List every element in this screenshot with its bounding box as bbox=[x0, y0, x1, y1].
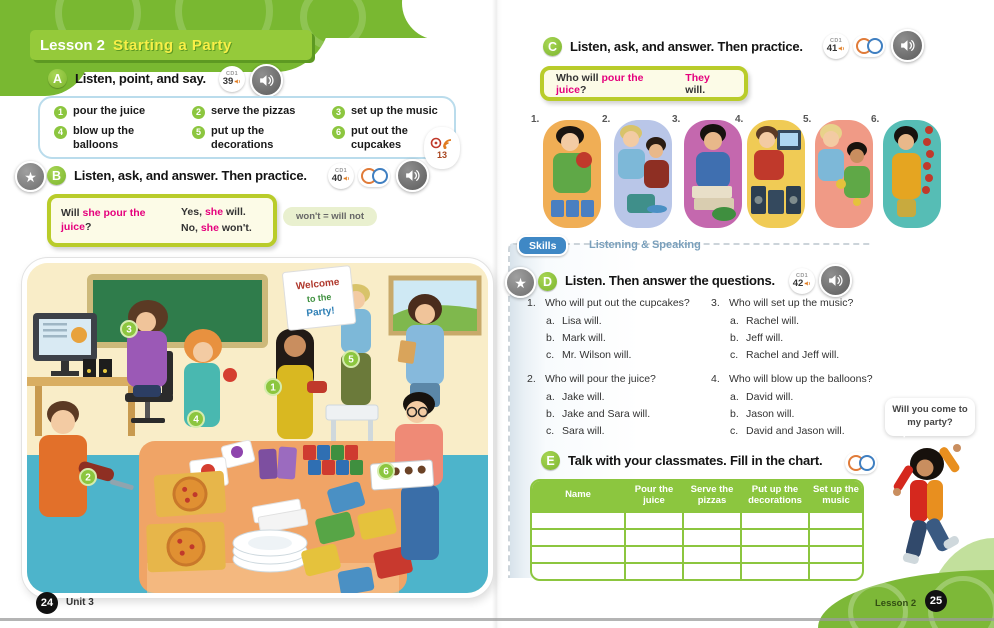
picture-number: 3. bbox=[672, 114, 681, 125]
vocab-number: 6 bbox=[332, 126, 345, 139]
option-letter: a. bbox=[730, 391, 739, 404]
section-c-circle: C bbox=[543, 37, 562, 56]
grammar-note: won't = will not bbox=[283, 207, 377, 226]
partner-b-icon bbox=[859, 455, 875, 471]
option bbox=[730, 391, 895, 404]
scallop bbox=[432, 10, 490, 68]
picture-number: 5. bbox=[803, 114, 812, 125]
question-text: Who will pour the juice? bbox=[545, 373, 656, 386]
a-text: will. bbox=[223, 205, 246, 218]
a-text-pink: she bbox=[200, 221, 219, 234]
chart-header-decorations: Put up the decorations bbox=[740, 481, 808, 511]
partner-b-icon bbox=[372, 168, 388, 184]
answer-yes bbox=[181, 205, 252, 221]
vocab-text: serve the pizzas bbox=[211, 105, 296, 117]
vocab-number: 1 bbox=[54, 106, 67, 119]
picture-3-art bbox=[684, 120, 742, 228]
option-letter: c. bbox=[730, 348, 739, 361]
badge-3 bbox=[121, 321, 137, 337]
cd-label: CD1 bbox=[830, 37, 842, 44]
chart-cell bbox=[532, 528, 624, 545]
vocab-item-4 bbox=[54, 125, 164, 157]
cd-label: CD1 bbox=[796, 272, 808, 279]
a-text: won't. bbox=[218, 221, 252, 234]
option-letter: b. bbox=[730, 408, 739, 421]
partner-b-icon bbox=[867, 38, 883, 54]
cd-number: 40 bbox=[331, 173, 343, 184]
vocab-text: put out the cupcakes bbox=[351, 125, 408, 151]
vocab-number: 2 bbox=[192, 106, 205, 119]
chart-cell bbox=[624, 545, 682, 562]
pizza-box-1 bbox=[154, 471, 227, 518]
lesson-banner bbox=[30, 30, 312, 60]
picture-number: 6. bbox=[871, 114, 880, 125]
badge-2 bbox=[80, 469, 96, 485]
media-track-badge[interactable] bbox=[424, 127, 460, 169]
chart-cell bbox=[740, 528, 808, 545]
answer-no bbox=[181, 221, 252, 237]
section-b-title: Listen, ask, and answer. Then practice. bbox=[74, 168, 307, 183]
page-number-left: 24 bbox=[36, 592, 58, 614]
option-letter: a. bbox=[546, 391, 555, 404]
option bbox=[730, 332, 895, 345]
pair-work-icon bbox=[845, 452, 877, 474]
pair-work-icon bbox=[853, 35, 885, 57]
video-audio-icon bbox=[430, 137, 454, 150]
cd-label: CD1 bbox=[335, 167, 347, 174]
option bbox=[546, 315, 711, 328]
option bbox=[730, 425, 895, 438]
a-text-pink: she bbox=[204, 205, 224, 218]
option bbox=[730, 349, 895, 362]
picture-2-art bbox=[614, 120, 672, 228]
vocabulary-box bbox=[38, 96, 456, 159]
section-b-circle: B bbox=[47, 166, 66, 185]
question-3 bbox=[711, 297, 895, 361]
section-d-circle: D bbox=[538, 272, 557, 291]
questions-column-left bbox=[527, 297, 711, 450]
svg-text:3: 3 bbox=[126, 324, 132, 336]
option-text: Jeff will. bbox=[746, 331, 784, 344]
pair-work-icon bbox=[358, 165, 390, 187]
sign-line1: Welcome bbox=[295, 276, 341, 293]
vocab-item-6 bbox=[332, 125, 436, 157]
chart-cell bbox=[532, 545, 624, 562]
lesson-title: Starting a Party bbox=[113, 36, 232, 54]
section-c-title: Listen, ask, and answer. Then practice. bbox=[570, 39, 803, 54]
dialogue-answers bbox=[181, 205, 252, 237]
option-text: Mark will. bbox=[562, 331, 606, 344]
svg-text:5: 5 bbox=[348, 354, 354, 366]
section-a-title: Listen, point, and say. bbox=[75, 71, 206, 86]
mini-speaker-icon bbox=[343, 175, 350, 182]
chart-cell bbox=[740, 562, 808, 579]
vocab-number: 4 bbox=[54, 126, 67, 139]
dialogue-question bbox=[61, 207, 169, 234]
cd-track-badge[interactable] bbox=[328, 163, 354, 189]
questions-column-right bbox=[711, 297, 895, 450]
option-letter: c. bbox=[546, 348, 555, 361]
mini-speaker-icon bbox=[838, 45, 845, 52]
chart-cell bbox=[808, 562, 862, 579]
a-text: will. bbox=[685, 83, 706, 96]
vocab-text: pour the juice bbox=[73, 105, 146, 117]
chart-header-juice: Pour the juice bbox=[624, 481, 682, 511]
fill-in-chart bbox=[530, 479, 864, 581]
page-right bbox=[497, 0, 994, 628]
scene-art bbox=[27, 263, 488, 593]
media-track-number: 13 bbox=[436, 149, 447, 160]
option bbox=[546, 425, 711, 438]
speech-bubble: Will you come to my party? bbox=[885, 398, 975, 436]
chart-header-pizzas: Serve the pizzas bbox=[682, 481, 740, 511]
chart-cell bbox=[808, 511, 862, 528]
chart-header-music: Set up the music bbox=[808, 481, 862, 511]
option-text: Jake will. bbox=[562, 391, 605, 404]
vocab-item-3 bbox=[332, 105, 460, 123]
question-text: Who will blow up the balloons? bbox=[729, 373, 873, 386]
chart-header-name: Name bbox=[532, 481, 624, 511]
option bbox=[546, 408, 711, 421]
page-number-right: 25 bbox=[925, 590, 947, 612]
question-2 bbox=[527, 373, 711, 437]
chart-cell bbox=[682, 511, 740, 528]
question-4 bbox=[711, 373, 895, 437]
q-text-pink: she pour the juice bbox=[61, 206, 146, 233]
option bbox=[546, 391, 711, 404]
chalkboard bbox=[90, 277, 265, 345]
a-text-pink: They bbox=[685, 71, 710, 84]
chart-cell bbox=[682, 528, 740, 545]
q-text: ? bbox=[84, 220, 92, 233]
vocab-number: 5 bbox=[192, 126, 205, 139]
cd-track-badge[interactable] bbox=[823, 33, 849, 59]
section-a-circle: A bbox=[48, 69, 67, 88]
chart-cell bbox=[532, 511, 624, 528]
badge-6 bbox=[378, 463, 394, 479]
chart-cell bbox=[624, 562, 682, 579]
vocab-text: blow up the balloons bbox=[73, 125, 135, 151]
sign-line3: Party! bbox=[305, 305, 336, 320]
example-dialogue-box bbox=[47, 194, 277, 247]
option-text: Jason will. bbox=[746, 408, 795, 421]
q-text: Who will bbox=[556, 71, 602, 84]
q-text-pink: pour the juice bbox=[556, 71, 644, 96]
option-letter: a. bbox=[546, 314, 555, 327]
option-letter: b. bbox=[730, 331, 739, 344]
vocab-number: 3 bbox=[332, 106, 345, 119]
question-1 bbox=[527, 297, 711, 361]
chart-cell bbox=[740, 545, 808, 562]
option-letter: c. bbox=[730, 425, 739, 438]
sign-line2: to the bbox=[306, 291, 332, 305]
mini-speaker-icon bbox=[234, 78, 241, 85]
a-text: Yes, bbox=[181, 205, 205, 218]
option-text: Lisa will. bbox=[562, 314, 602, 327]
example-dialogue-box bbox=[540, 66, 748, 101]
star-icon: ★ bbox=[514, 274, 527, 291]
unit-label: Unit 3 bbox=[66, 597, 94, 608]
option-letter: a. bbox=[730, 314, 739, 327]
option-text: David will. bbox=[746, 391, 794, 404]
cd-track-badge[interactable] bbox=[219, 66, 245, 92]
svg-text:4: 4 bbox=[193, 414, 199, 426]
mini-speaker-icon bbox=[804, 280, 811, 287]
picture-6-art bbox=[883, 120, 941, 228]
question-text: Who will put out the cupcakes? bbox=[545, 297, 690, 309]
star-button[interactable] bbox=[505, 267, 536, 298]
vocab-text: set up the music bbox=[351, 105, 438, 117]
cd-number: 41 bbox=[826, 43, 838, 54]
lesson-footer-label: Lesson 2 bbox=[875, 598, 917, 609]
cd-number: 39 bbox=[222, 76, 234, 87]
picture-number: 1. bbox=[531, 114, 540, 125]
audio-speaker-button[interactable] bbox=[250, 64, 283, 97]
option-text: Jake and Sara will. bbox=[562, 408, 651, 421]
speaker-icon bbox=[827, 272, 844, 289]
badge-5 bbox=[343, 351, 359, 367]
skills-subtitle: Listening & Speaking bbox=[589, 239, 701, 251]
svg-text:1: 1 bbox=[270, 382, 276, 394]
picture-1-art bbox=[543, 120, 601, 228]
option-text: David and Jason will. bbox=[746, 425, 845, 438]
cd-track-badge[interactable] bbox=[789, 268, 815, 294]
dialogue-answer bbox=[685, 72, 732, 96]
welcome-sign bbox=[282, 266, 356, 331]
dialogue-question bbox=[556, 72, 675, 96]
scan-edge-line bbox=[0, 618, 994, 621]
question-text: Who will set up the music? bbox=[729, 297, 854, 309]
chart-cell bbox=[682, 562, 740, 579]
svg-text:2: 2 bbox=[85, 472, 91, 484]
question-number: 2. bbox=[527, 373, 536, 386]
pizza-box-2 bbox=[146, 522, 226, 573]
question-number: 3. bbox=[711, 297, 720, 309]
q-text: ? bbox=[579, 83, 587, 96]
question-number: 1. bbox=[527, 297, 536, 309]
chart-cell bbox=[808, 545, 862, 562]
audio-speaker-button[interactable] bbox=[396, 159, 429, 192]
character-girl-purple bbox=[127, 300, 168, 397]
option bbox=[546, 332, 711, 345]
a-text: No, bbox=[181, 221, 201, 234]
picture-5-art bbox=[815, 120, 873, 228]
chart-cell bbox=[682, 545, 740, 562]
option bbox=[730, 315, 895, 328]
speaker-icon bbox=[899, 37, 916, 54]
option-letter: b. bbox=[546, 408, 555, 421]
speaker-icon bbox=[258, 72, 275, 89]
audio-speaker-button[interactable] bbox=[819, 264, 852, 297]
chart-cell bbox=[624, 528, 682, 545]
audio-speaker-button[interactable] bbox=[891, 29, 924, 62]
q-text: Will bbox=[61, 206, 83, 219]
picture-number: 2. bbox=[602, 114, 611, 125]
chart-cell bbox=[808, 528, 862, 545]
star-button[interactable] bbox=[15, 161, 46, 192]
cd-label: CD1 bbox=[226, 70, 238, 77]
section-d-title: Listen. Then answer the questions. bbox=[565, 273, 775, 288]
option-letter: c. bbox=[546, 425, 555, 438]
section-e-title: Talk with your classmates. Fill in the chart. bbox=[568, 453, 823, 468]
picture-4-art bbox=[747, 120, 805, 228]
star-icon: ★ bbox=[24, 168, 37, 185]
cd-number: 42 bbox=[792, 278, 804, 289]
picture-number: 4. bbox=[735, 114, 744, 125]
speaker-icon bbox=[404, 167, 421, 184]
svg-text:6: 6 bbox=[383, 466, 389, 478]
chart-cell bbox=[740, 511, 808, 528]
vocab-item-5 bbox=[192, 125, 302, 157]
option-text: Sara will. bbox=[562, 425, 605, 438]
plate-stack bbox=[233, 530, 307, 572]
badge-4 bbox=[188, 411, 204, 427]
lesson-number: Lesson 2 bbox=[40, 36, 106, 54]
option-text: Rachel will. bbox=[746, 314, 800, 327]
chart-cell bbox=[532, 562, 624, 579]
chart-cell bbox=[624, 511, 682, 528]
option-text: Rachel and Jeff will. bbox=[746, 348, 840, 361]
party-scene-illustration bbox=[22, 258, 493, 598]
section-e-circle: E bbox=[541, 451, 560, 470]
skills-badge: Skills bbox=[517, 235, 568, 256]
party-cups bbox=[303, 445, 363, 475]
vocab-text: put up the decorations bbox=[211, 125, 274, 151]
option bbox=[546, 349, 711, 362]
badge-1 bbox=[265, 379, 281, 395]
option-letter: b. bbox=[546, 331, 555, 344]
question-number: 4. bbox=[711, 373, 720, 386]
vocab-item-2 bbox=[192, 105, 332, 123]
option-text: Mr. Wilson will. bbox=[562, 348, 632, 361]
vocab-item-1 bbox=[54, 105, 192, 123]
option bbox=[730, 408, 895, 421]
